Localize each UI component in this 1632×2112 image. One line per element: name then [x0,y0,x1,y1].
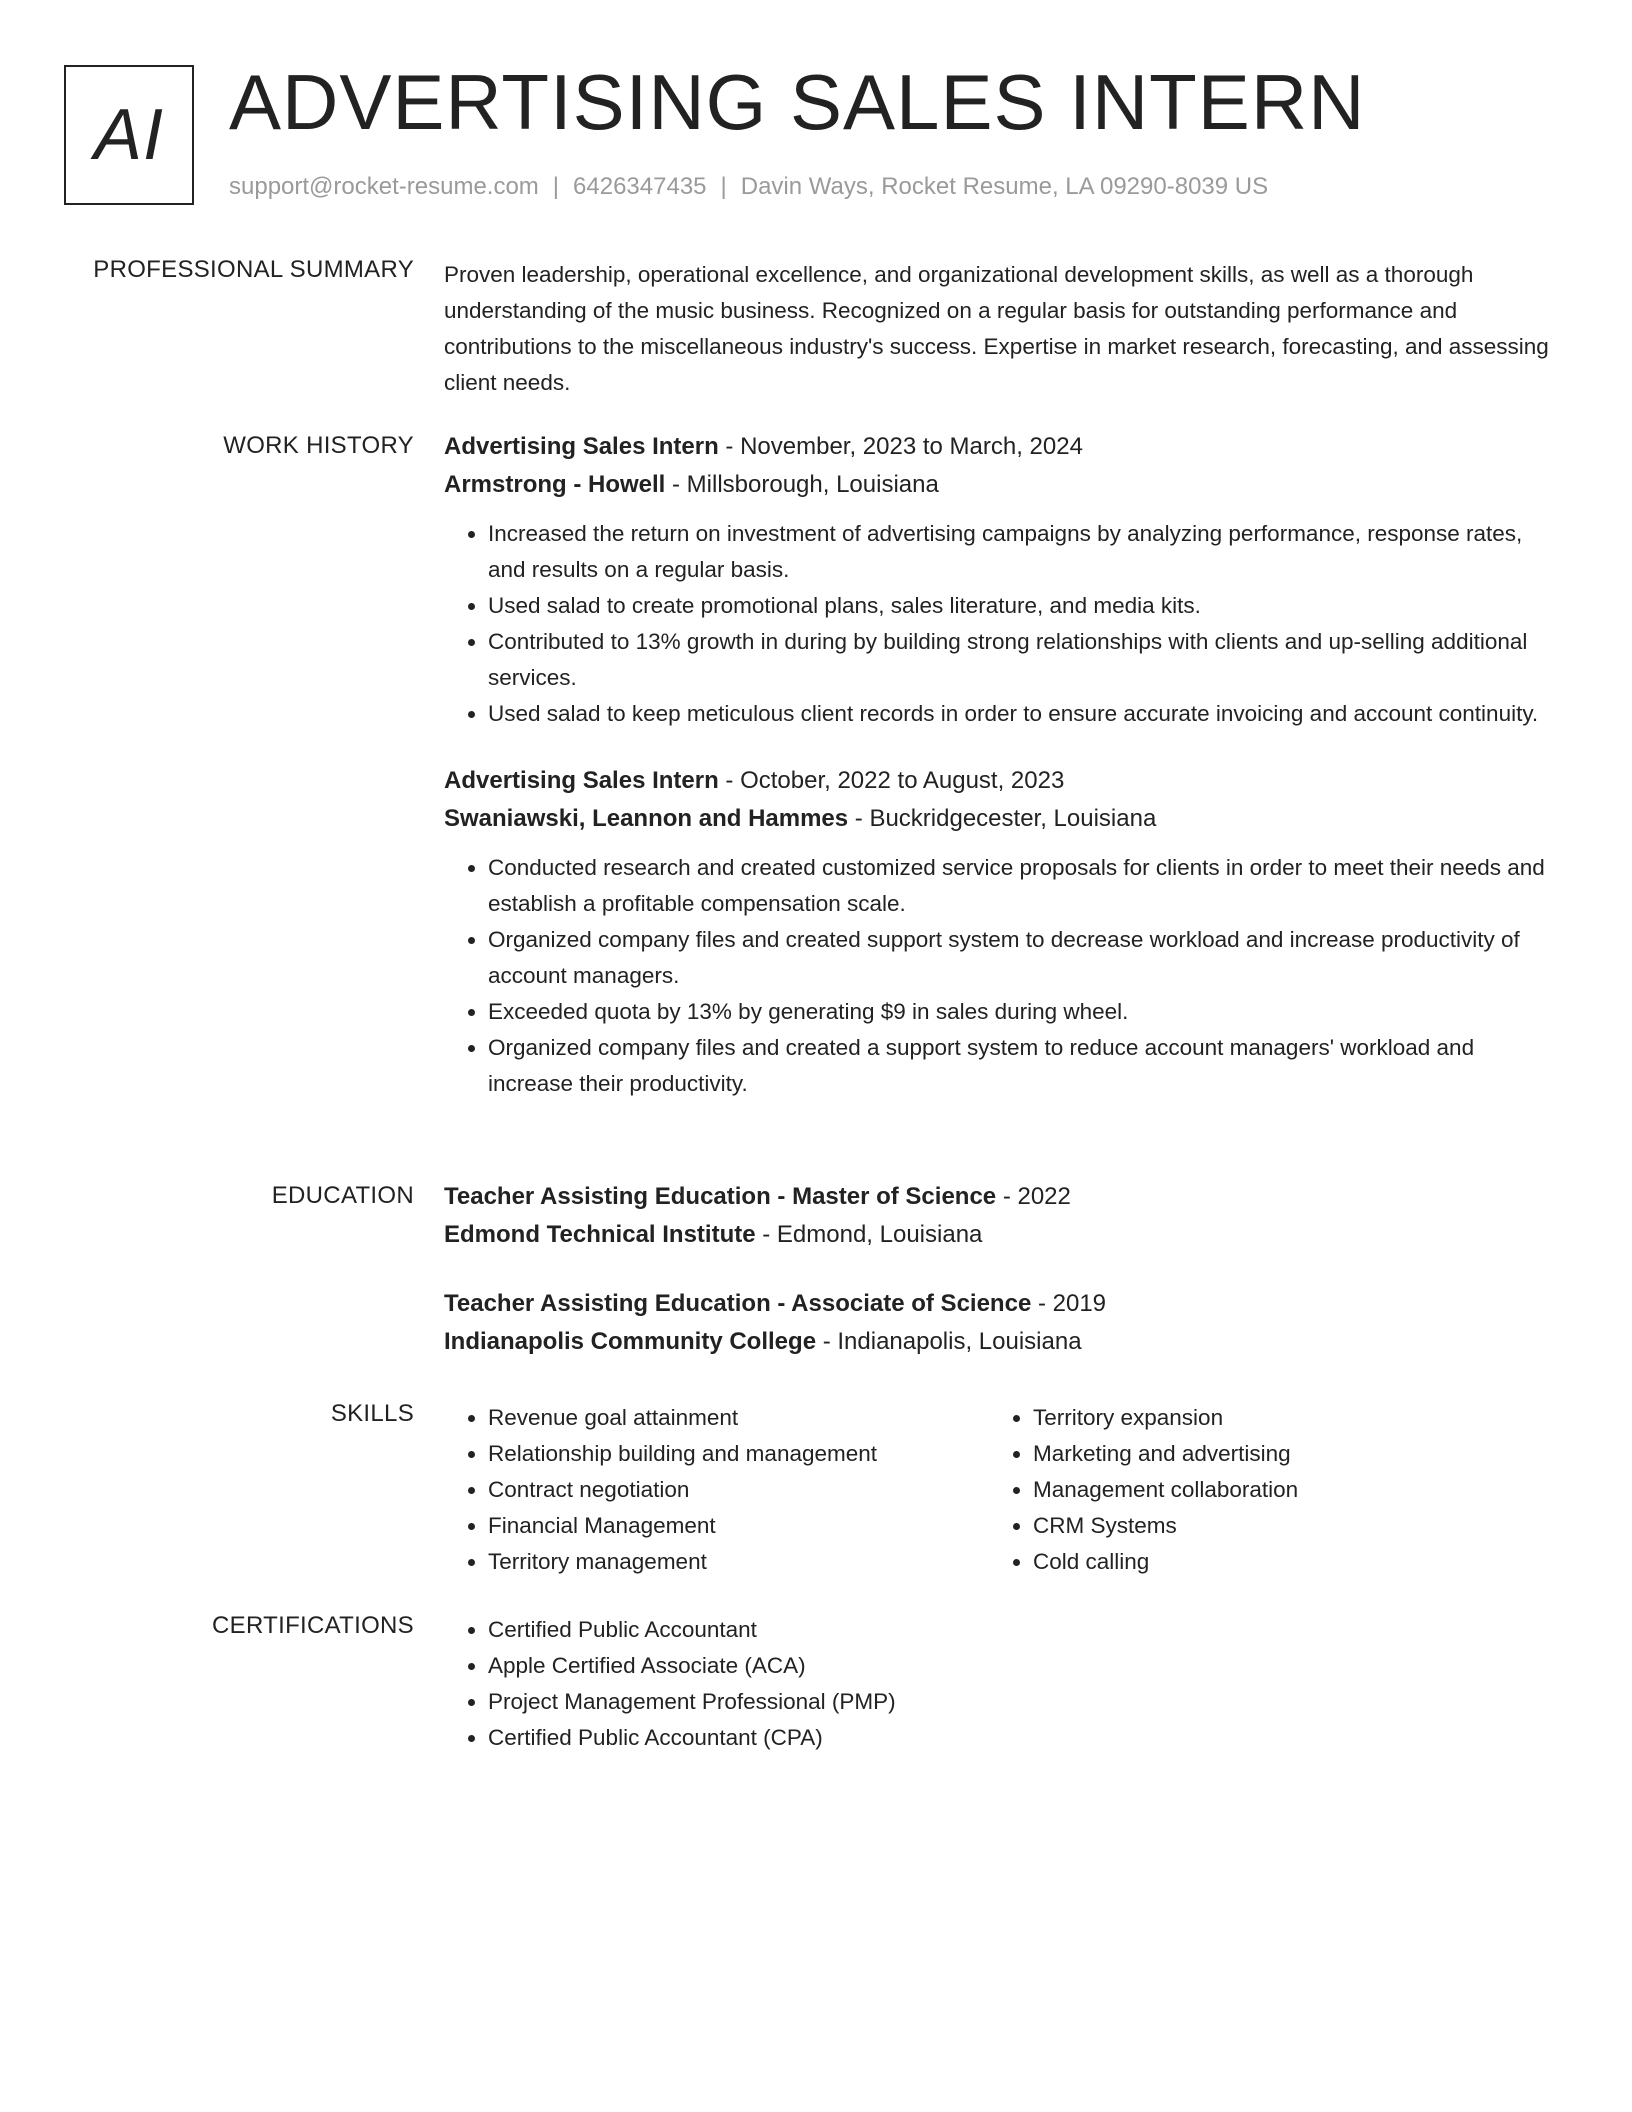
job-entry [444,428,1564,732]
certifications-column [444,1612,989,1756]
page-title: ADVERTISING SALES INTERN [229,58,1366,146]
summary-body [444,257,1564,401]
education-degree: Teacher Assisting Education - Associate of Science [444,1290,1032,1317]
job-bullet: • Contributed to 13% growth in during by building strong relationships with clients and up-selling additional services. [488,624,1564,696]
job-location: - Millsborough, Louisiana [665,471,939,498]
skills-list [989,1400,1534,1580]
contact-separator: | [552,173,560,200]
education-school-line [444,1216,1564,1254]
job-title-line [444,762,1564,800]
education-year: - 2019 [1031,1290,1107,1317]
skills-columns [444,1400,1564,1580]
job-bullet: • Exceeded quota by 13% by generating $9 in sales during wheel. [488,994,1564,1030]
education-label: EDUCATION [271,1182,414,1209]
job-title: Advertising Sales Intern [444,767,719,794]
education-entry [444,1178,1564,1254]
education-school: Indianapolis Community College [444,1328,817,1355]
job-company-line [444,800,1564,838]
certification-item: • Apple Certified Associate (ACA) [488,1648,989,1684]
skill-item: • Contract negotiation [488,1472,989,1508]
education-degree-line [444,1285,1564,1323]
job-bullets [444,516,1564,732]
job-dates: - November, 2023 to March, 2024 [718,433,1083,460]
job-bullet: • Used salad to keep meticulous client records in order to ensure accurate invoicing and account continuity. [488,696,1564,732]
job-location: - Buckridgecester, Louisiana [848,805,1157,832]
job-company: Swaniawski, Leannon and Hammes [444,805,849,832]
job-title: Advertising Sales Intern [444,433,719,460]
education-location: - Indianapolis, Louisiana [816,1328,1082,1355]
education-body [444,1178,1564,1392]
skill-item: • Territory management [488,1544,989,1580]
certification-item: • Certified Public Accountant (CPA) [488,1720,989,1756]
education-entry [444,1285,1564,1361]
education-school-line [444,1323,1564,1361]
skill-item: • Cold calling [1033,1544,1534,1580]
summary-text: Proven leadership, operational excellence, and organizational development skills, as well as a thorough understanding of the music business. Recognized on a regular basis for outstanding performance and contributions to the miscellaneous industry's success. Expertise in market research, forecasting, and assessing client needs. [444,262,1549,395]
job-bullet: • Organized company files and created a support system to reduce account managers' workload and increase their productivity. [488,1030,1564,1102]
skills-body [444,1400,1564,1580]
resume-header [64,58,1564,210]
education-degree: Teacher Assisting Education - Master of Science [444,1183,997,1210]
education-location: - Edmond, Louisiana [755,1221,983,1248]
job-dates: - October, 2022 to August, 2023 [718,767,1065,794]
contact-separator: | [720,173,727,200]
skills-label: SKILLS [330,1400,414,1427]
skills-list [444,1400,989,1580]
certifications-body [444,1612,1564,1756]
certifications-label: CERTIFICATIONS [212,1612,414,1639]
work-history-body [444,428,1564,1132]
job-company: Armstrong - Howell [444,471,666,498]
contact-email[interactable]: support@rocket-resume.com [229,173,539,200]
job-bullet: • Organized company files and created support system to decrease workload and increase productivity of account managers. [488,922,1564,994]
job-bullet: • Increased the return on investment of advertising campaigns by analyzing performance, response rates, and results on a regular basis. [488,516,1564,588]
job-bullet: • Used salad to create promotional plans, sales literature, and media kits. [488,588,1564,624]
job-bullets [444,850,1564,1102]
contact-line [229,173,1268,201]
job-company-line [444,466,1564,504]
skill-item: • CRM Systems [1033,1508,1534,1544]
skill-item: • Marketing and advertising [1033,1436,1534,1472]
job-title-line [444,428,1564,466]
certification-item: • Certified Public Accountant [488,1612,989,1648]
certification-item: • Project Management Professional (PMP) [488,1684,989,1720]
education-year: - 2022 [996,1183,1071,1210]
skill-item: • Territory expansion [1033,1400,1534,1436]
skill-item: • Management collaboration [1033,1472,1534,1508]
skill-item: • Financial Management [488,1508,989,1544]
contact-address: Davin Ways, Rocket Resume, LA 09290-8039 US [740,173,1269,200]
work-history-label: WORK HISTORY [223,432,414,459]
skills-column-left [444,1400,989,1580]
skills-column-right [989,1400,1534,1580]
job-entry [444,762,1564,1102]
education-school: Edmond Technical Institute [444,1221,756,1248]
job-bullet: • Conducted research and created customized service proposals for clients in order to meet their needs and establish a profitable compensation scale. [488,850,1564,922]
monogram-logo: AI [64,65,194,205]
certifications-list [444,1612,989,1756]
skill-item: • Revenue goal attainment [488,1400,989,1436]
summary-label: PROFESSIONAL SUMMARY [93,256,414,283]
skill-item: • Relationship building and management [488,1436,989,1472]
contact-phone[interactable]: 6426347435 [573,173,707,200]
education-degree-line [444,1178,1564,1216]
